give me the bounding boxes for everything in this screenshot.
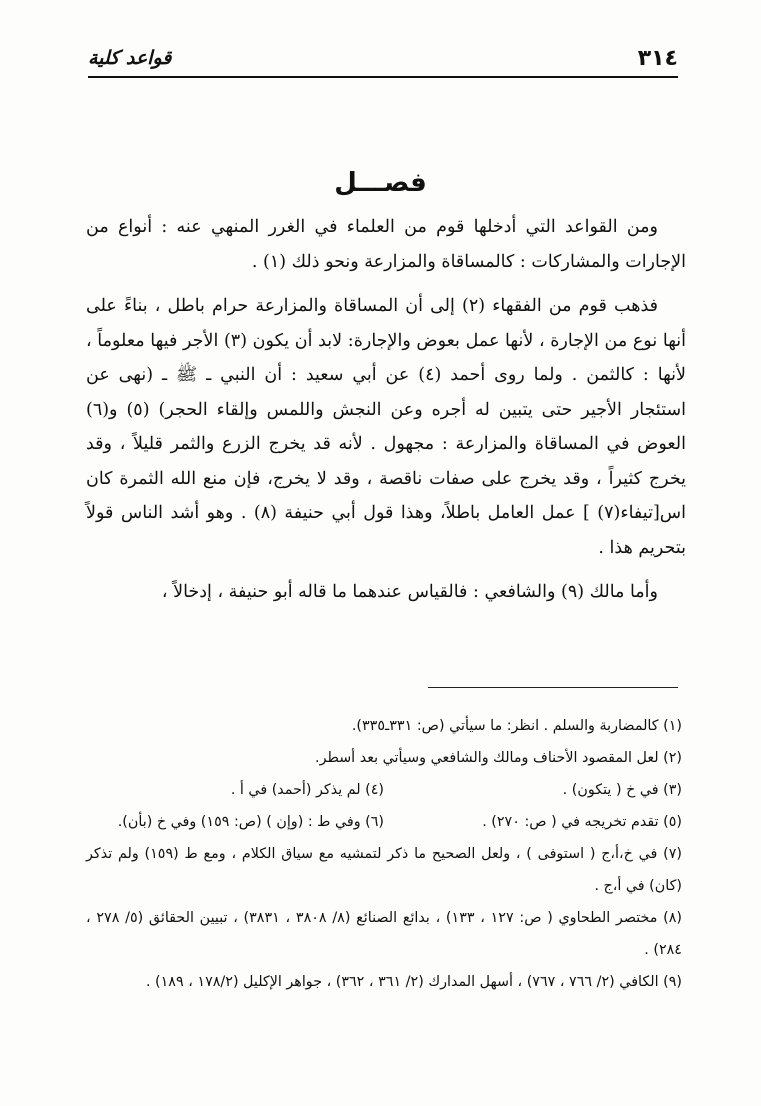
footnote-3: (٣) في خ ( يتكون) . (562, 782, 682, 798)
footnotes (86, 710, 682, 998)
footnote-9: (٩) الكافي (٢/ ٧٦٦ ، ٧٦٧) ، أسهل المدارك (٢/ ٣٦١ ، ٣٦٢) ، جواهر الإكليل (١٧٨/٢ ، ١٨٩) . (145, 974, 682, 990)
running-title: قواعد كلية (88, 47, 172, 69)
footnote-row-5-6 (86, 806, 682, 838)
paragraph-2: فذهب قوم من الفقهاء (٢) إلى أن المساقاة والمزارعة حرام باطل ، بناءً على أنها نوع من الإجارة ، لأنها عمل بعوض والإجارة: لابد أن يكون (٣) الأجر فيها معلوماً ، لأنها : كالثمن . ولما روى أحمد (٤) عن أبي سعيد : أن النبي ـ ﷺ ـ (نهى عن استئجار الأجير حتى يتبين له أجره وعن النجش واللمس وإلقاء الحجر) (٥) و(٦) العوض في المساقاة والمزارعة : مجهول . لأنه قد يخرج الزرع والثمر قليلاً ، وقد يخرج كثيراً ، وقد يخرج على صفات ناقصة ، وقد لا يخرج، فإن منع الله الثمرة كان اس[تيفاء(٧) ] عمل العامل باطلاً، وهذا قول أبي حنيفة (٨) . وهو أشد الناس قولاً بتحريم هذا . (86, 296, 686, 558)
section-heading: فصـــل (334, 168, 427, 198)
footnote-5: (٥) تقدم تخريجه في ( ص: ٢٧٠) . (482, 814, 682, 830)
page-header (88, 40, 678, 78)
page-number: ٣١٤ (637, 45, 678, 71)
footnote-4: (٤) لم يذكر (أحمد) في أ . (230, 782, 384, 798)
paragraph-3: وأما مالك (٩) والشافعي : فالقياس عندهما ما قاله أبو حنيفة ، إدخالاً ، (161, 582, 658, 602)
footnote-divider (428, 687, 678, 688)
footnote-1: (١) كالمضاربة والسلم . انظر: ما سيأتي (ص: ٣٣١ـ٣٣٥). (351, 718, 682, 734)
footnote-row-3-4 (86, 774, 682, 806)
footnote-7: (٧) في خ،أ،ج ( استوفى ) ، ولعل الصحيح ما ذكر لتمشيه مع سياق الكلام ، ومع ط (١٥٩) ولم تذكر (كان) في أ،ج . (86, 846, 682, 894)
footnote-6: (٦) وفي ط : (وإن ) (ص: ١٥٩) وفي خ (بأن). (117, 814, 384, 830)
body-text (86, 210, 686, 620)
footnote-2: (٢) لعل المقصود الأحناف ومالك والشافعي وسيأتي بعد أسطر. (315, 750, 682, 766)
paragraph-1: ومن القواعد التي أدخلها قوم من العلماء في الغرر المنهي عنه : أنواع من الإجارات والمشاركات : كالمساقاة والمزارعة ونحو ذلك (١) . (86, 217, 686, 272)
footnote-8: (٨) مختصر الطحاوي ( ص: ١٢٧ ، ١٣٣) ، بدائع الصنائع (٨/ ٣٨٠٨ ، ٣٨٣١) ، تبيين الحقائق (٥/ ٢٧٨ ، ٢٨٤) . (86, 910, 682, 958)
